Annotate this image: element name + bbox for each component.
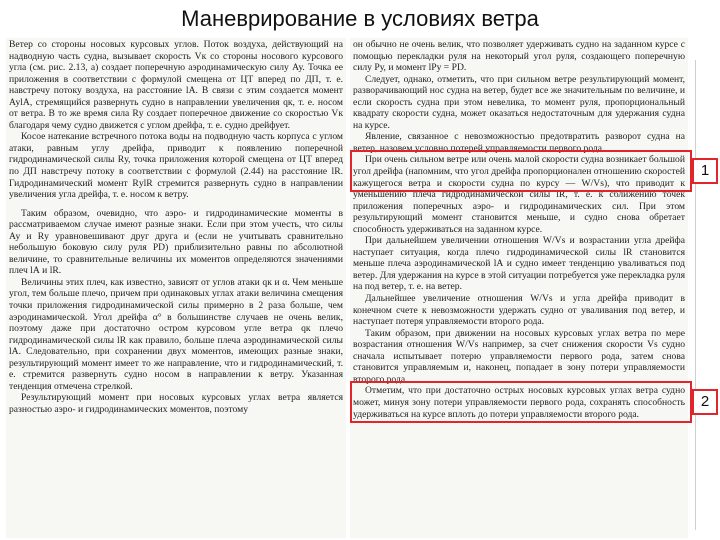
right-paragraph: Таким образом, при движении на носовых курсовых углах ветра по мере возрастания отношения W/Vs например, за счет снижения скорости Vs судно сначала испытывает потерю управляемости первого рода, затем снова становится управляемым и, наконец, попадает в зону потери управляемости второго рода. bbox=[353, 327, 685, 385]
page-edge-line bbox=[695, 60, 696, 530]
highlight-box-2 bbox=[350, 381, 692, 423]
slide-title: Маневрирование в условиях ветра bbox=[181, 6, 539, 31]
scanned-page-left bbox=[6, 38, 346, 538]
right-paragraph: При дальнейшем увеличении отношения W/Vs и возрастании угла дрейфа наступает ситуация, когда плечо гидродинамической силы lR становится меньше плеча аэродинамической lА и судно имеет тенденцию уваливаться под ветер. Для удержания на курсе в этой ситуации потребуется уже перекладка руля на под ветер, т. е. на ветер. bbox=[353, 235, 685, 293]
left-paragraph: Результирующий момент при носовых курсовых углах ветра является разностью аэро- и гидродинамических моментов, поэтому bbox=[9, 392, 343, 415]
left-paragraph: Величины этих плеч, как известно, зависят от углов атаки qк и α. Чем меньше угол, тем больше плечо, причем при одинаковых углах атаки величина смещения точки приложения гидродинамической силы примерно в 2 раза больше, чем аэродинамической. Угол дрейфа α° в большинстве случаев не очень велик, поэтому даже при достаточно остром курсовом угле ветра qк плечо гидродинамической силы lR как правило, больше плеча аэродинамической силы lА. Следовательно, при сохранении двух моментов, имеющих разные знаки, результирующий момент имеет то же направление, что и гидродинамический, т. е. стремится развернуть судно носом в направлении к ветру. Указанная тенденция отмечена стрелкой. bbox=[9, 276, 343, 392]
left-text-column bbox=[6, 38, 346, 416]
marker-2: 2 bbox=[692, 389, 718, 415]
right-paragraph: При очень сильном ветре или очень малой скорости судна возникает большой угол дрейфа (напомним, что угол дрейфа пропорционален отношению скоростей кажущегося ветра и скорости судна по курсу — W/Vs), что приводит к уменьшению плеча гидродинамической силы lR, т. е. к сближению точек приложения поперечных аэро- и гидродинамических сил. При этом результирующий момент становится меньше, и судно снова обретает способность удерживаться на заданном курсе. bbox=[353, 154, 685, 235]
highlighted-paragraph-2: Дальнейшее увеличение отношения W/Vs и угла дрейфа приводит в конечном счете к невозможности удержать судно от уваливания под ветер, и наступает потеря управляемости второго рода. bbox=[353, 293, 685, 328]
left-paragraph: Таким образом, очевидно, что аэро- и гидродинамические моменты в рассматриваемом случае имеют разные знаки. Если при этом учесть, что силы Ау и Rу уравновешивают друг друга и (если не учитывать сравнительно небольшую боковую силу руля PD) приблизительно равны по абсолютной величине, то сравнительные величины их моментов определяются значениями плеч lА и lR. bbox=[9, 207, 343, 277]
marker-1: 1 bbox=[692, 158, 718, 184]
left-paragraph: Косое натекание встречного потока воды на подводную часть корпуса с углом атаки, равным углу дрейфа, приводит к появлению поперечной гидродинамической силы Rу, точка приложения которой смещена от ЦТ вперед по ДП навстречу потоку в соответствии с формулой (2.44) на расстояние lR. Гидродинамический момент RуlR стремится развернуть судно в направлении увеличения угла дрейфа, т. е. носом к ветру. bbox=[9, 131, 343, 201]
right-paragraph: Следует, однако, отметить, что при сильном ветре результирующий момент, разворачивающий нос судна на ветер, будет все же значительным по величине, и если скорость судна при этом невелика, то момент руля, пропорциональный квадрату скорости судна, может оказаться недостаточным для удержания судна на курсе. bbox=[353, 73, 685, 131]
scanned-page-right bbox=[350, 38, 688, 538]
left-paragraph: Ветер со стороны носовых курсовых углов. Поток воздуха, действующий на надводную часть судна, вызывает скорость Vк со стороны носового курсового угла (см. рис. 2.13, а) создает поперечную аэродинамическую силу Ау. Точка ее приложения в соответствии с формулой смещена от ЦТ вперед по ДП, т. е. навстречу потоку воздуха, на расстояние lА. В связи с этим создается момент АуlА, стремящийся развернуть судно в направлении увеличения qк, т. е. носом от ветра. В то же время сила Rу создает поперечное движение со скоростью Vк благодаря чему судно движется с углом дрейфа, т. е. судно дрейфует. bbox=[9, 39, 343, 131]
highlight-box-1 bbox=[350, 150, 692, 192]
right-paragraph: Отметим, что при достаточно острых носовых курсовых углах ветра судно может, минуя зону потери управляемости первого рода, сохранять способность удерживаться на курсе вплоть до потери управляемости второго рода. bbox=[353, 385, 685, 420]
right-paragraph: он обычно не очень велик, что позволяет удерживать судно на заданном курсе с помощью перекладки руля на некоторый угол руля, создающего поперечную силу Pу, и момент lPу = PD. bbox=[353, 39, 685, 74]
highlighted-paragraph-1: Явление, связанное с невозможностью предотвратить разворот судна на ветер, назовем условно потерей управляемости первого рода. bbox=[353, 131, 685, 154]
right-text-column bbox=[350, 38, 688, 420]
